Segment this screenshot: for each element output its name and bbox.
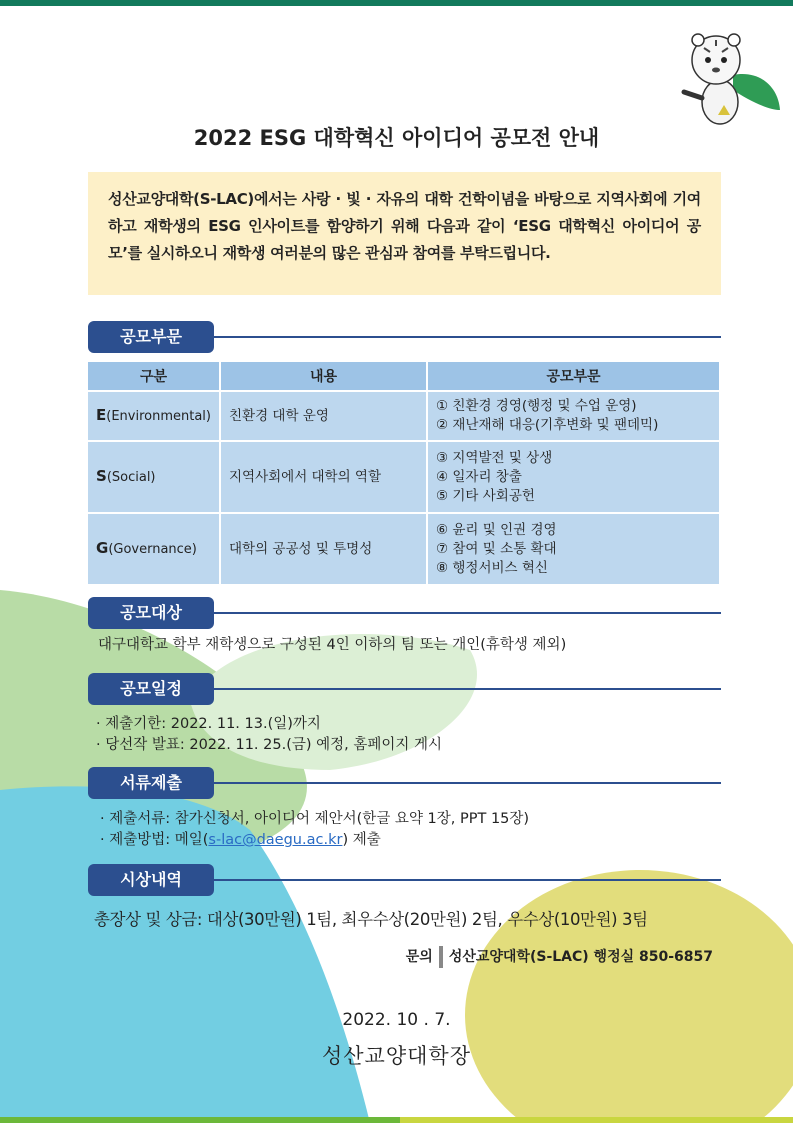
contact-label: 문의 xyxy=(405,949,433,965)
issue-date: 2022. 10 . 7. xyxy=(342,1010,451,1030)
section-label: 서류제출 xyxy=(88,767,214,799)
category-name: (Environmental) xyxy=(106,409,211,424)
category-name: (Governance) xyxy=(108,542,197,557)
target-text: 대구대학교 학부 재학생으로 구성된 4인 이하의 팀 또는 개인(휴학생 제외) xyxy=(98,637,567,653)
category-letter: G xyxy=(96,539,109,557)
item: ⑤ 기타 사회공헌 xyxy=(435,487,535,504)
items-cell xyxy=(427,513,720,585)
table-header-row xyxy=(88,362,720,391)
email-link[interactable]: s-lac@daegu.ac.kr xyxy=(208,832,343,848)
method-suffix: ) 제출 xyxy=(342,832,381,848)
divider xyxy=(214,879,721,881)
divider xyxy=(214,688,721,690)
divider xyxy=(214,782,721,784)
section-schedule xyxy=(88,673,721,705)
table-row xyxy=(88,441,720,513)
method-prefix: · 제출방법: 메일( xyxy=(100,832,209,848)
items-cell xyxy=(427,391,720,441)
section-category xyxy=(88,321,721,353)
contact-info xyxy=(406,946,713,968)
submission-docs: · 제출서류: 참가신청서, 아이디어 제안서(한글 요약 1장, PPT 15장) xyxy=(100,811,530,827)
item: ③ 지역발전 및 상생 xyxy=(435,449,553,466)
item: ② 재난재해 대응(기후변화 및 팬데믹) xyxy=(435,417,659,433)
section-target xyxy=(88,597,721,629)
signature: 성산교양대학장 xyxy=(321,1044,471,1068)
divider xyxy=(439,946,443,968)
content-cell: 친환경 대학 운영 xyxy=(220,391,427,441)
intro-box: 성산교양대학(S-LAC)에서는 사랑 · 빛 · 자유의 대학 건학이념을 바탕으로 지역사회에 기여하고 재학생의 ESG 인사이트를 함양하기 위해 다음과 같이 ‘ESG 대학혁신 아이디어 공모’를 실시하오니 재학생 여러분의 많은 관심과 참여를 부탁드립니다. xyxy=(88,172,721,295)
schedule-list xyxy=(96,714,442,756)
section-label: 공모부문 xyxy=(88,321,214,353)
submission-list xyxy=(100,809,529,851)
column-header: 공모부문 xyxy=(427,362,720,391)
item: ④ 일자리 창출 xyxy=(435,468,522,485)
content-cell: 지역사회에서 대학의 역할 xyxy=(220,441,427,513)
section-label: 시상내역 xyxy=(88,864,214,896)
category-cell xyxy=(88,441,220,513)
item: ⑧ 행정서비스 혁신 xyxy=(435,559,548,576)
tiger-mascot-icon xyxy=(678,30,783,130)
bottom-bar-green xyxy=(0,1117,400,1123)
bottom-bar-yellow xyxy=(400,1117,793,1123)
divider xyxy=(214,336,721,338)
content-cell: 대학의 공공성 및 투명성 xyxy=(220,513,427,585)
section-label: 공모대상 xyxy=(88,597,214,629)
section-submission xyxy=(88,767,721,799)
item: ⑥ 윤리 및 인권 경영 xyxy=(435,521,557,538)
divider xyxy=(214,612,721,614)
section-label: 공모일정 xyxy=(88,673,214,705)
category-letter: E xyxy=(96,406,107,424)
item: ① 친환경 경영(행정 및 수업 운영) xyxy=(435,398,637,414)
contact-text: 성산교양대학(S-LAC) 행정실 850-6857 xyxy=(448,949,713,965)
column-header: 구분 xyxy=(88,362,220,391)
category-table xyxy=(88,362,721,586)
category-cell xyxy=(88,391,220,441)
column-header: 내용 xyxy=(220,362,427,391)
section-awards xyxy=(88,864,721,896)
schedule-item: · 제출기한: 2022. 11. 13.(일)까지 xyxy=(96,716,321,732)
item: ⑦ 참여 및 소통 확대 xyxy=(435,540,557,557)
category-letter: S xyxy=(96,467,107,485)
category-name: (Social) xyxy=(106,470,156,485)
category-cell xyxy=(88,513,220,585)
page-title: 2022 ESG 대학혁신 아이디어 공모전 안내 xyxy=(193,126,600,150)
table-row xyxy=(88,513,720,585)
items-cell xyxy=(427,441,720,513)
schedule-item: · 당선작 발표: 2022. 11. 25.(금) 예정, 홈페이지 게시 xyxy=(96,737,443,753)
table-row xyxy=(88,391,720,441)
awards-text: 총장상 및 상금: 대상(30만원) 1팀, 최우수상(20만원) 2팀, 우수상(10만원) 3팀 xyxy=(94,910,648,929)
submission-method xyxy=(100,830,529,851)
